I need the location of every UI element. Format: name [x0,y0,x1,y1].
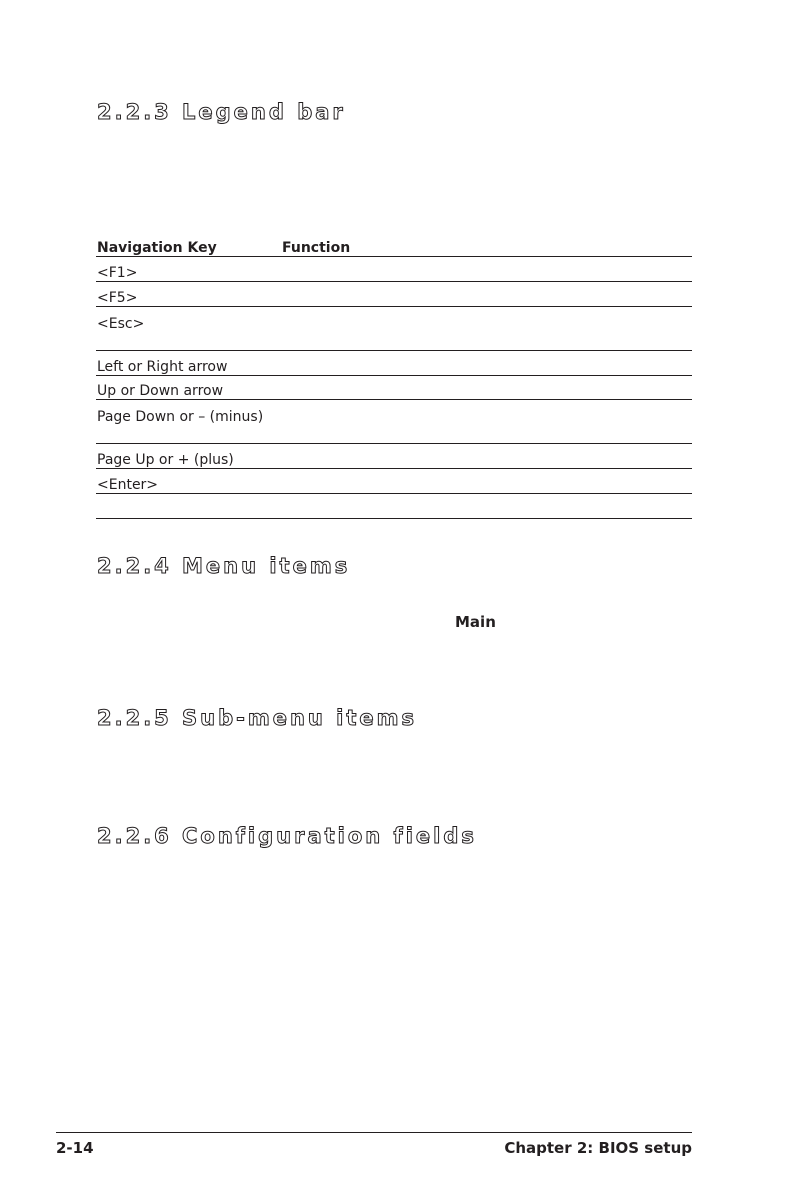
navigation-key: <Enter> [97,477,159,493]
navigation-key: Page Up or + (plus) [97,452,234,468]
navigation-key: <F5> [97,290,138,306]
section-heading-configuration-fields [97,824,477,848]
footer-divider [56,1132,692,1133]
table-row [96,400,692,444]
navigation-key: <F1> [97,265,138,281]
section-title: Configuration fields [182,824,477,848]
navigation-key: Up or Down arrow [97,383,224,399]
legend-table-header [96,238,692,257]
menu-name-main: Main [455,613,496,631]
table-row [96,444,692,469]
chapter-title: Chapter 2: BIOS setup [504,1139,692,1157]
section-heading-submenu-items [97,706,417,730]
column-header-navigation-key: Navigation Key [97,240,217,256]
page-number: 2-14 [56,1139,94,1157]
section-number: 2.2.4 [97,554,172,578]
section-heading-legend-bar [97,100,346,124]
table-row [96,469,692,494]
column-header-function: Function [282,240,351,256]
table-row [96,307,692,351]
navigation-key: Page Down or – (minus) [97,409,264,425]
navigation-key: <Esc> [97,316,145,332]
section-title: Sub-menu items [182,706,418,730]
table-row [96,351,692,376]
section-title: Menu items [182,554,351,578]
section-title: Legend bar [182,100,346,124]
section-number: 2.2.5 [97,706,172,730]
table-row [96,282,692,307]
section-heading-menu-items [97,554,350,578]
table-row [96,376,692,400]
section-number: 2.2.3 [97,100,172,124]
navigation-key: Left or Right arrow [97,359,228,375]
table-row [96,257,692,282]
legend-table [96,238,692,519]
table-row [96,494,692,519]
section-number: 2.2.6 [97,824,172,848]
